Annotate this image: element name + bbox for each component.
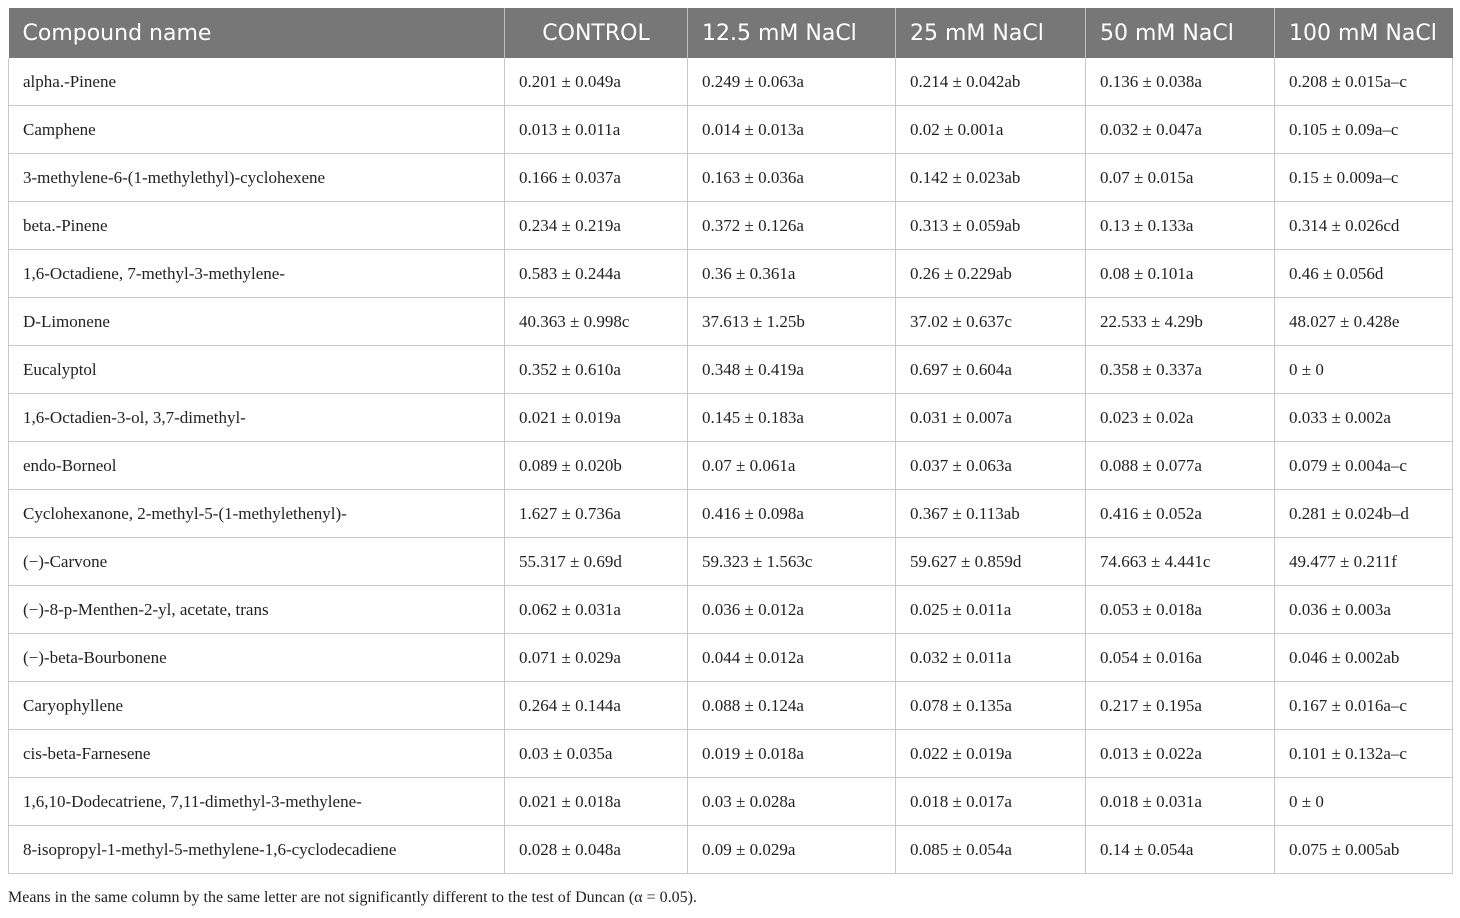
- compound-table: [8, 8, 1453, 874]
- header-12-5-mm-nacl: 12.5 mM NaCl: [688, 8, 896, 58]
- value-cell: 59.627 ± 0.859d: [896, 538, 1086, 586]
- header-row: [9, 8, 1453, 58]
- table-row: [9, 538, 1453, 586]
- value-cell: 0.075 ± 0.005ab: [1275, 826, 1453, 874]
- compound-cell: 1,6-Octadien-3-ol, 3,7-dimethyl-: [9, 394, 505, 442]
- data-table-container: [8, 8, 1452, 874]
- table-row: [9, 442, 1453, 490]
- value-cell: 0.249 ± 0.063a: [688, 58, 896, 106]
- table-row: [9, 250, 1453, 298]
- value-cell: 0.313 ± 0.059ab: [896, 202, 1086, 250]
- compound-cell: cis-beta-Farnesene: [9, 730, 505, 778]
- value-cell: 0.037 ± 0.063a: [896, 442, 1086, 490]
- value-cell: 0.26 ± 0.229ab: [896, 250, 1086, 298]
- compound-cell: Eucalyptol: [9, 346, 505, 394]
- table-row: [9, 730, 1453, 778]
- compound-cell: Camphene: [9, 106, 505, 154]
- value-cell: 0.09 ± 0.029a: [688, 826, 896, 874]
- value-cell: 48.027 ± 0.428e: [1275, 298, 1453, 346]
- value-cell: 0.013 ± 0.011a: [505, 106, 688, 154]
- value-cell: 0.031 ± 0.007a: [896, 394, 1086, 442]
- table-row: [9, 154, 1453, 202]
- compound-cell: 1,6-Octadiene, 7-methyl-3-methylene-: [9, 250, 505, 298]
- value-cell: 0.201 ± 0.049a: [505, 58, 688, 106]
- value-cell: 0.15 ± 0.009a–c: [1275, 154, 1453, 202]
- table-row: [9, 634, 1453, 682]
- value-cell: 55.317 ± 0.69d: [505, 538, 688, 586]
- table-row: [9, 490, 1453, 538]
- value-cell: 0.07 ± 0.061a: [688, 442, 896, 490]
- compound-cell: 1,6,10-Dodecatriene, 7,11-dimethyl-3-methylene-: [9, 778, 505, 826]
- header-compound-name: Compound name: [9, 8, 505, 58]
- value-cell: 0.033 ± 0.002a: [1275, 394, 1453, 442]
- value-cell: 0.014 ± 0.013a: [688, 106, 896, 154]
- compound-cell: 8-isopropyl-1-methyl-5-methylene-1,6-cyclodecadiene: [9, 826, 505, 874]
- value-cell: 40.363 ± 0.998c: [505, 298, 688, 346]
- value-cell: 0.145 ± 0.183a: [688, 394, 896, 442]
- value-cell: 37.02 ± 0.637c: [896, 298, 1086, 346]
- value-cell: 0.234 ± 0.219a: [505, 202, 688, 250]
- compound-cell: Caryophyllene: [9, 682, 505, 730]
- value-cell: 0.217 ± 0.195a: [1086, 682, 1275, 730]
- value-cell: 0.314 ± 0.026cd: [1275, 202, 1453, 250]
- value-cell: 0.023 ± 0.02a: [1086, 394, 1275, 442]
- value-cell: 22.533 ± 4.29b: [1086, 298, 1275, 346]
- value-cell: 0.054 ± 0.016a: [1086, 634, 1275, 682]
- value-cell: 0.025 ± 0.011a: [896, 586, 1086, 634]
- value-cell: 37.613 ± 1.25b: [688, 298, 896, 346]
- value-cell: 0 ± 0: [1275, 778, 1453, 826]
- compound-cell: D-Limonene: [9, 298, 505, 346]
- header-50-mm-nacl: 50 mM NaCl: [1086, 8, 1275, 58]
- value-cell: 0.013 ± 0.022a: [1086, 730, 1275, 778]
- table-row: [9, 586, 1453, 634]
- value-cell: 0.08 ± 0.101a: [1086, 250, 1275, 298]
- value-cell: 0.046 ± 0.002ab: [1275, 634, 1453, 682]
- value-cell: 0.105 ± 0.09a–c: [1275, 106, 1453, 154]
- value-cell: 0.085 ± 0.054a: [896, 826, 1086, 874]
- value-cell: 0.053 ± 0.018a: [1086, 586, 1275, 634]
- value-cell: 0.101 ± 0.132a–c: [1275, 730, 1453, 778]
- compound-cell: (−)-Carvone: [9, 538, 505, 586]
- value-cell: 0.136 ± 0.038a: [1086, 58, 1275, 106]
- value-cell: 0.032 ± 0.047a: [1086, 106, 1275, 154]
- value-cell: 0.348 ± 0.419a: [688, 346, 896, 394]
- value-cell: 0.044 ± 0.012a: [688, 634, 896, 682]
- value-cell: 0.071 ± 0.029a: [505, 634, 688, 682]
- value-cell: 0.264 ± 0.144a: [505, 682, 688, 730]
- table-row: [9, 346, 1453, 394]
- value-cell: 0.697 ± 0.604a: [896, 346, 1086, 394]
- value-cell: 0.281 ± 0.024b–d: [1275, 490, 1453, 538]
- value-cell: 0.028 ± 0.048a: [505, 826, 688, 874]
- value-cell: 0.089 ± 0.020b: [505, 442, 688, 490]
- value-cell: 0.14 ± 0.054a: [1086, 826, 1275, 874]
- value-cell: 0.583 ± 0.244a: [505, 250, 688, 298]
- compound-cell: beta.-Pinene: [9, 202, 505, 250]
- value-cell: 59.323 ± 1.563c: [688, 538, 896, 586]
- value-cell: 0.032 ± 0.011a: [896, 634, 1086, 682]
- value-cell: 0.088 ± 0.077a: [1086, 442, 1275, 490]
- value-cell: 1.627 ± 0.736a: [505, 490, 688, 538]
- table-row: [9, 58, 1453, 106]
- value-cell: 0.078 ± 0.135a: [896, 682, 1086, 730]
- value-cell: 0.036 ± 0.003a: [1275, 586, 1453, 634]
- compound-cell: endo-Borneol: [9, 442, 505, 490]
- value-cell: 0.358 ± 0.337a: [1086, 346, 1275, 394]
- value-cell: 0.079 ± 0.004a–c: [1275, 442, 1453, 490]
- compound-cell: Cyclohexanone, 2-methyl-5-(1-methylethenyl)-: [9, 490, 505, 538]
- compound-cell: (−)-8-p-Menthen-2-yl, acetate, trans: [9, 586, 505, 634]
- table-row: [9, 394, 1453, 442]
- value-cell: 0.022 ± 0.019a: [896, 730, 1086, 778]
- value-cell: 0.03 ± 0.028a: [688, 778, 896, 826]
- value-cell: 0.088 ± 0.124a: [688, 682, 896, 730]
- compound-cell: alpha.-Pinene: [9, 58, 505, 106]
- value-cell: 0.214 ± 0.042ab: [896, 58, 1086, 106]
- value-cell: 0.018 ± 0.017a: [896, 778, 1086, 826]
- value-cell: 0.03 ± 0.035a: [505, 730, 688, 778]
- value-cell: 0.021 ± 0.019a: [505, 394, 688, 442]
- table-row: [9, 106, 1453, 154]
- value-cell: 0.166 ± 0.037a: [505, 154, 688, 202]
- value-cell: 74.663 ± 4.441c: [1086, 538, 1275, 586]
- value-cell: 0.372 ± 0.126a: [688, 202, 896, 250]
- table-footnote: Means in the same column by the same letter are not significantly different to the test of Duncan (α = 0.05).: [8, 889, 697, 906]
- table-row: [9, 202, 1453, 250]
- value-cell: 0.018 ± 0.031a: [1086, 778, 1275, 826]
- table-row: [9, 682, 1453, 730]
- table-row: [9, 298, 1453, 346]
- value-cell: 0.07 ± 0.015a: [1086, 154, 1275, 202]
- value-cell: 0.416 ± 0.052a: [1086, 490, 1275, 538]
- value-cell: 0.036 ± 0.012a: [688, 586, 896, 634]
- header-25-mm-nacl: 25 mM NaCl: [896, 8, 1086, 58]
- value-cell: 0.352 ± 0.610a: [505, 346, 688, 394]
- value-cell: 0.02 ± 0.001a: [896, 106, 1086, 154]
- value-cell: 0.062 ± 0.031a: [505, 586, 688, 634]
- value-cell: 0.142 ± 0.023ab: [896, 154, 1086, 202]
- header-100-mm-nacl: 100 mM NaCl: [1275, 8, 1453, 58]
- compound-cell: (−)-beta-Bourbonene: [9, 634, 505, 682]
- value-cell: 0 ± 0: [1275, 346, 1453, 394]
- value-cell: 0.416 ± 0.098a: [688, 490, 896, 538]
- value-cell: 0.019 ± 0.018a: [688, 730, 896, 778]
- value-cell: 0.021 ± 0.018a: [505, 778, 688, 826]
- value-cell: 0.13 ± 0.133a: [1086, 202, 1275, 250]
- compound-cell: 3-methylene-6-(1-methylethyl)-cyclohexene: [9, 154, 505, 202]
- value-cell: 0.367 ± 0.113ab: [896, 490, 1086, 538]
- table-row: [9, 778, 1453, 826]
- value-cell: 0.163 ± 0.036a: [688, 154, 896, 202]
- value-cell: 0.167 ± 0.016a–c: [1275, 682, 1453, 730]
- value-cell: 0.208 ± 0.015a–c: [1275, 58, 1453, 106]
- value-cell: 0.36 ± 0.361a: [688, 250, 896, 298]
- table-row: [9, 826, 1453, 874]
- header-control: CONTROL: [505, 8, 688, 58]
- value-cell: 0.46 ± 0.056d: [1275, 250, 1453, 298]
- value-cell: 49.477 ± 0.211f: [1275, 538, 1453, 586]
